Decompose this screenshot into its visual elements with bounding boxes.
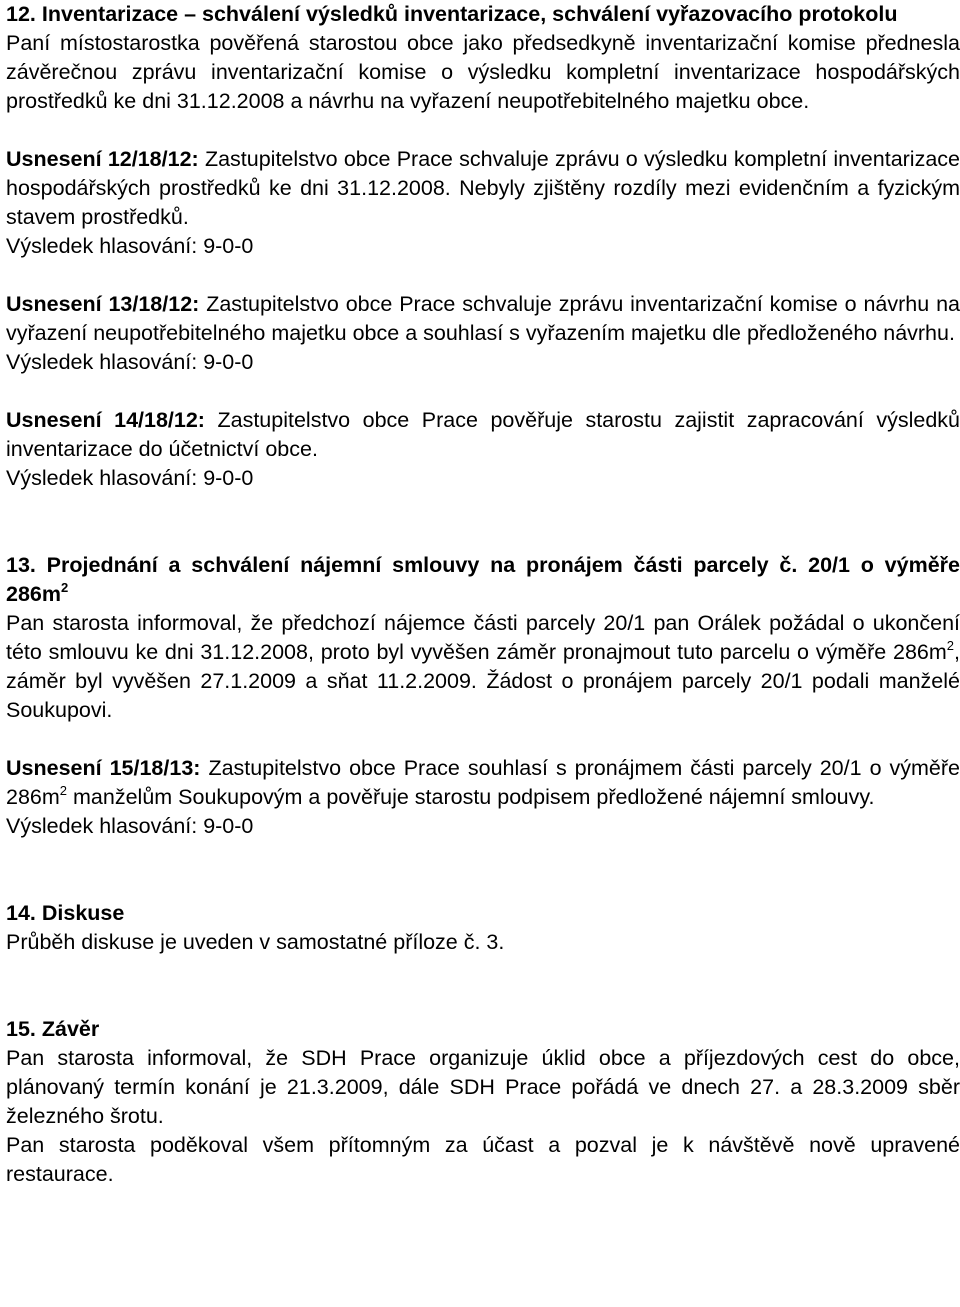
resolution-13-18-12 [6,290,960,348]
section-13-body-b: , záměr byl vyvěšen 27.1.2009 a sňat 11.2.2009. Žádost o pronájem parcely 20/1 podali manželé Soukupovi. [6,640,960,722]
section-13-heading [6,551,960,609]
resolution-label: Usnesení 13/18/12: [6,292,200,316]
section-14-title: Diskuse [35,901,125,925]
spacer [6,377,960,406]
section-13-body [6,609,960,725]
superscript: 2 [61,580,69,595]
resolution-12-18-12 [6,145,960,232]
superscript: 2 [946,638,955,653]
vote-result: Výsledek hlasování: 9-0-0 [6,350,254,374]
section-15-body-1: Pan starosta informoval, že SDH Prace organizuje úklid obce a příjezdových cest do obce, plánovaný termín konání je 21.3.2009, dále SDH Prace pořádá ve dnech 27. a 28.3.2009 sběr železného šrotu. [6,1046,960,1128]
section-13-number: 13. [6,553,36,577]
section-15-title: Závěr [35,1017,100,1041]
spacer [6,261,960,290]
vote-result: Výsledek hlasování: 9-0-0 [6,466,254,490]
section-12-number: 12. [6,2,36,26]
resolution-label: Usnesení 14/18/12: [6,408,205,432]
resolution-text: Zastupitelstvo obce Prace souhlasí s pronájmem části parcely 20/1 o výměře 286m [6,756,960,809]
resolution-15-18-13 [6,754,960,812]
section-13-body-a: Pan starosta informoval, že předchozí nájemce části parcely 20/1 pan Orálek požádal o ukončení této smlouvu ke dni 31.12.2008, proto byl vyvěšen záměr pronajmout tuto parcelu o výměře 286m [6,611,960,664]
section-12-intro: Paní místostarostka pověřená starostou obce jako předsedkyně inventarizační komise přednesla závěrečnou zprávu inventarizační komise o výsledku kompletní inventarizace hospodářských prostředků ke dni 31.12.2008 a návrhu na vyřazení neupotřebitelného majetku obce. [6,31,960,113]
section-12-title: Inventarizace – schválení výsledků inventarizace, schválení vyřazovacího protokolu [41,2,898,26]
section-15-heading [6,1015,960,1044]
spacer [6,841,960,899]
section-14-body: Průběh diskuse je uveden v samostatné příloze č. 3. [6,930,505,954]
vote-result: Výsledek hlasování: 9-0-0 [6,234,254,258]
section-15-number: 15. [6,1017,36,1041]
resolution-text-b: manželům Soukupovým a pověřuje starostu podpisem předložené nájemní smlouvy. [67,785,875,809]
resolution-14-18-12 [6,406,960,464]
section-12-heading [6,0,960,29]
section-13-title: Projednání a schválení nájemní smlouvy na pronájem části parcely č. 20/1 o výměře 286m [6,553,960,606]
spacer [6,725,960,754]
resolution-label: Usnesení 12/18/12: [6,147,199,171]
resolution-text: Zastupitelstvo obce Prace pověřuje starostu zajistit zapracování výsledků inventarizace do účetnictví obce. [6,408,960,461]
spacer [6,493,960,551]
spacer [6,116,960,145]
section-15-body-2: Pan starosta poděkoval všem přítomným za účast a pozval je k návštěvě nově upravené restaurace. [6,1133,960,1186]
resolution-text: Zastupitelstvo obce Prace schvaluje zprávu o výsledku kompletní inventarizace hospodářských prostředků ke dni 31.12.2008. Nebyly zjištěny rozdíly mezi evidenčním a fyzickým stavem prostředků. [6,147,960,229]
resolution-text: Zastupitelstvo obce Prace schvaluje zprávu inventarizační komise o návrhu na vyřazení neupotřebitelného majetku obce a souhlasí s vyřazením majetku dle předloženého návrhu. [6,292,960,345]
section-14-number: 14. [6,901,36,925]
superscript: 2 [59,783,68,798]
section-14-heading [6,899,960,928]
vote-result: Výsledek hlasování: 9-0-0 [6,814,254,838]
resolution-label: Usnesení 15/18/13: [6,756,201,780]
spacer [6,957,960,1015]
